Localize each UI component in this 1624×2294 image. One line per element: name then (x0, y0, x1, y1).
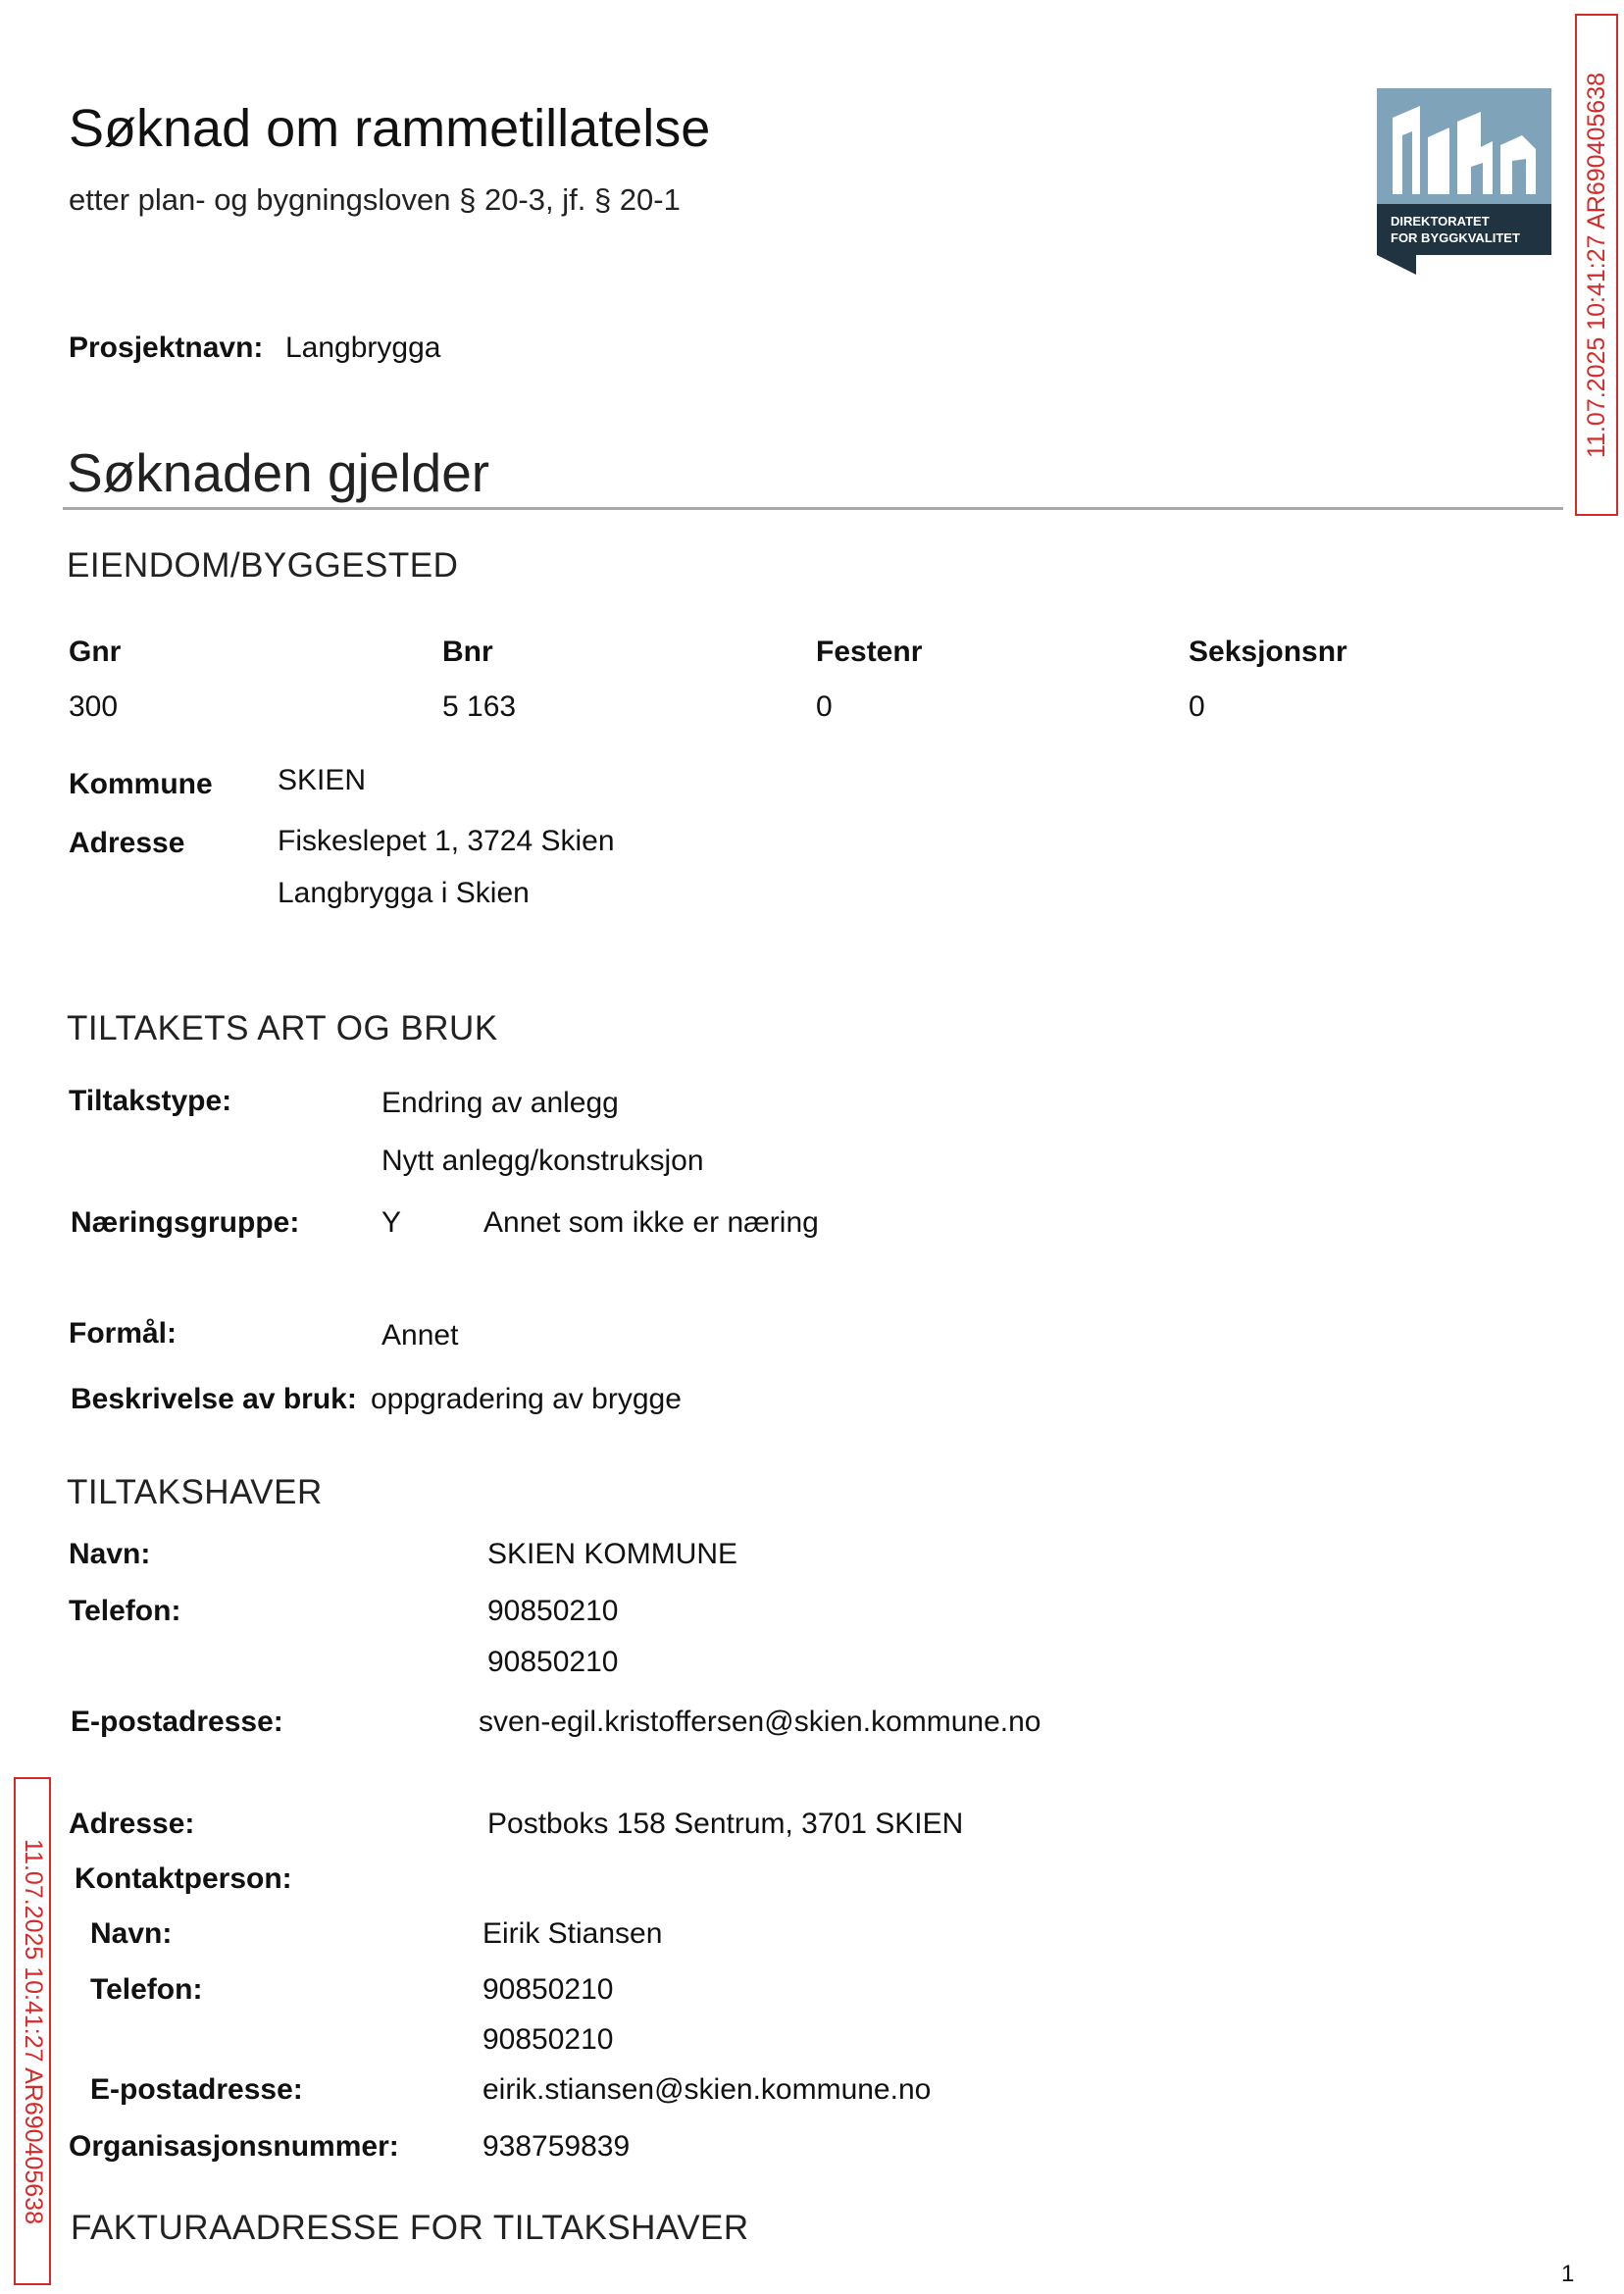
section-divider (63, 507, 1563, 510)
date-stamp-bottom-left (14, 1777, 51, 2285)
stamp-text: 11.07.2025 10:41:27 AR690405638 (19, 1838, 47, 2224)
seksjonsnr-value: 0 (1189, 690, 1205, 723)
kommune-label: Kommune (69, 768, 213, 800)
page-number: 1 (1561, 2261, 1575, 2287)
kontakt-telefon-2: 90850210 (482, 2023, 614, 2056)
tiltakshaver-heading: TILTAKSHAVER (67, 1473, 323, 1511)
beskrivelse-label: Beskrivelse av bruk: (71, 1383, 357, 1415)
kontakt-epost-label: E-postadresse: (90, 2073, 303, 2106)
kontakt-navn-value: Eirik Stiansen (482, 1917, 663, 1950)
kontakt-telefon-1: 90850210 (482, 1973, 614, 2006)
orgnr-label: Organisasjonsnummer: (69, 2130, 399, 2163)
formal-label: Formål: (69, 1317, 178, 1350)
section-heading: Søknaden gjelder (67, 442, 490, 503)
tiltakshaver-navn-value: SKIEN KOMMUNE (487, 1538, 738, 1570)
seksjonsnr-label: Seksjonsnr (1189, 636, 1347, 668)
naeringsgruppe-value: Annet som ikke er næring (483, 1206, 819, 1239)
adresse-line2: Langbrygga i Skien (278, 877, 530, 909)
tiltakshaver-epost-value: sven-egil.kristoffersen@skien.kommune.no (479, 1706, 1041, 1738)
tiltakstype-value-1: Endring av anlegg (381, 1087, 619, 1119)
logo-text-line1: DIREKTORATET (1391, 214, 1490, 229)
kontakt-epost-value: eirik.stiansen@skien.kommune.no (482, 2073, 932, 2106)
tiltakstype-value-2: Nytt anlegg/konstruksjon (381, 1145, 704, 1177)
kontakt-navn-label: Navn: (90, 1917, 173, 1950)
adresse-line1: Fiskeslepet 1, 3724 Skien (278, 825, 615, 857)
bnr-label: Bnr (442, 636, 493, 668)
formal-value: Annet (381, 1319, 459, 1351)
kontaktperson-label: Kontaktperson: (75, 1862, 292, 1895)
document-subtitle: etter plan- og bygningsloven § 20-3, jf. § 20-1 (69, 182, 681, 217)
festenr-value: 0 (816, 690, 833, 723)
tiltakshaver-adresse-value: Postboks 158 Sentrum, 3701 SKIEN (487, 1808, 964, 1840)
tiltakshaver-navn-label: Navn: (69, 1538, 151, 1570)
logo-text-line2: FOR BYGGKVALITET (1391, 230, 1520, 245)
gnr-value: 300 (69, 690, 119, 723)
kontakt-telefon-label: Telefon: (90, 1973, 203, 2006)
naeringsgruppe-code: Y (381, 1206, 402, 1239)
project-label: Prosjektnavn: (69, 331, 264, 364)
festenr-label: Festenr (816, 636, 923, 668)
naeringsgruppe-label: Næringsgruppe: (71, 1206, 300, 1239)
gnr-label: Gnr (69, 636, 122, 668)
adresse-label: Adresse (69, 827, 185, 859)
tiltakshaver-telefon-label: Telefon: (69, 1595, 181, 1627)
tiltak-heading: TILTAKETS ART OG BRUK (67, 1009, 498, 1047)
stamp-text: 11.07.2025 10:41:27 AR690405638 (1582, 72, 1610, 458)
date-stamp-top-right (1575, 14, 1618, 516)
kommune-value: SKIEN (278, 764, 367, 796)
beskrivelse-value: oppgradering av brygge (371, 1383, 682, 1415)
document-title: Søknad om rammetillatelse (69, 99, 711, 158)
tiltakshaver-telefon-2: 90850210 (487, 1646, 619, 1678)
tiltakshaver-telefon-1: 90850210 (487, 1595, 619, 1627)
project-value: Langbrygga (285, 331, 441, 364)
eiendom-heading: EIENDOM/BYGGESTED (67, 546, 459, 585)
tiltakshaver-epost-label: E-postadresse: (71, 1706, 283, 1738)
tiltakshaver-adresse-label: Adresse: (69, 1808, 195, 1840)
bnr-value: 5 163 (442, 690, 517, 723)
dibk-logo (1377, 88, 1551, 275)
faktura-heading: FAKTURAADRESSE FOR TILTAKSHAVER (71, 2209, 749, 2247)
orgnr-value: 938759839 (482, 2130, 631, 2163)
tiltakstype-label: Tiltakstype: (69, 1085, 232, 1117)
